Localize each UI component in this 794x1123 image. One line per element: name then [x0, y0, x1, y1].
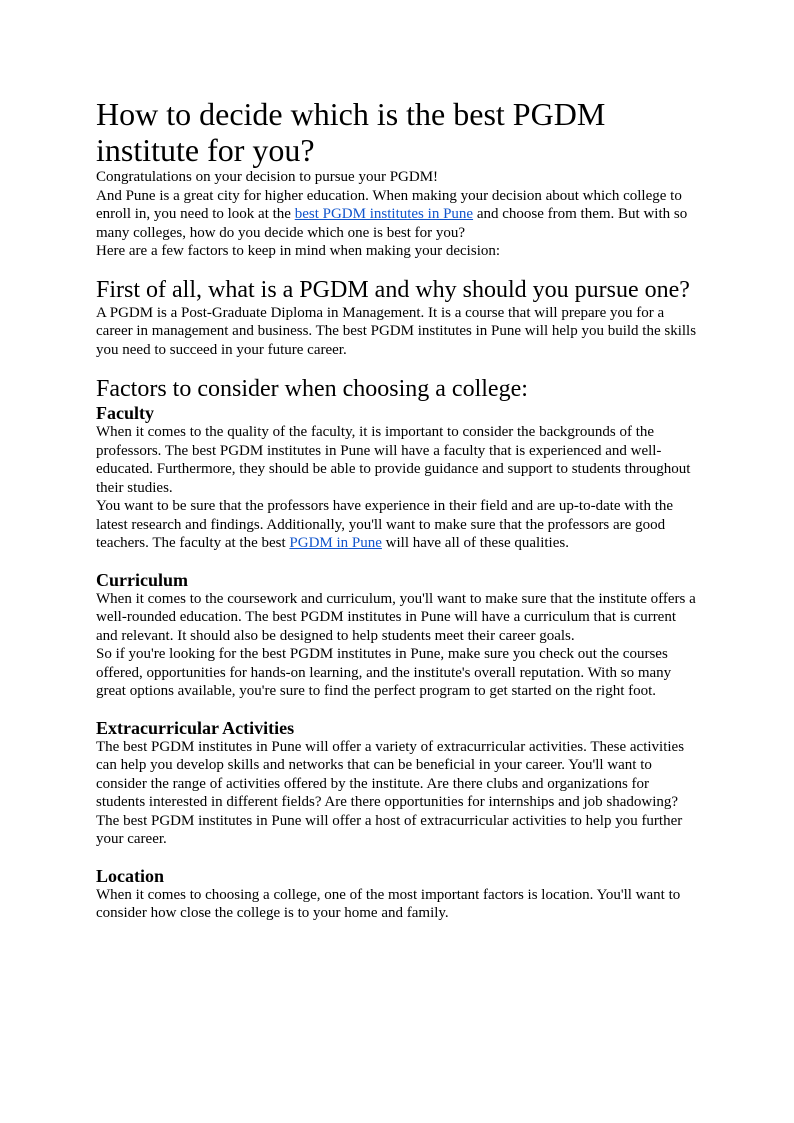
subheading-extracurricular: Extracurricular Activities [96, 717, 295, 738]
page-title: How to decide which is the best PGDM institute for you? [96, 96, 606, 168]
faculty-text-after-link: will have all of these qualities. [381, 535, 569, 551]
location-paragraph: When it comes to choosing a college, one of the most important factors is location. You'll want to consider how close the college is to your home and family. [96, 886, 681, 921]
subheading-curriculum: Curriculum [96, 569, 188, 590]
intro-paragraph-2 [96, 187, 698, 243]
curriculum-paragraph-2: So if you're looking for the best PGDM institutes in Pune, make sure you check out the courses offered, opportunities for hands-on learning, and the institute's overall reputation. With so many great options available, you're sure to find the perfect program to get started on the right foot. [96, 646, 672, 699]
what-is-pgdm-paragraph: A PGDM is a Post-Graduate Diploma in Management. It is a course that will prepare you for a career in management and business. The best PGDM institutes in Pune will help you build the skills you need to succeed in your future career. [96, 304, 697, 358]
intro-paragraph-3: Here are a few factors to keep in mind when making your decision: [96, 243, 501, 259]
extracurricular-paragraph: The best PGDM institutes in Pune will offer a variety of extracurricular activities. These activities can help you develop skills and networks that can be beneficial in your career. You'll want to consider the range of activities offered by the institute. Are there clubs and organizations for students interested in different fields? Are there opportunities for internships and job shadowing? The best PGDM institutes in Pune will offer a host of extracurricular activities to help you further your career. [96, 738, 685, 847]
curriculum-paragraph-1: When it comes to the coursework and curriculum, you'll want to make sure that the institute offers a well-rounded education. The best PGDM institutes in Pune will have a curriculum that is current and relevant. It should also be designed to help students meet their career goals. [96, 590, 696, 644]
faculty-paragraph-2 [96, 497, 698, 553]
intro-text-after-link: and choose from them. But with so many colleges, how do you decide which one is best for you? [96, 206, 688, 241]
faculty-text-before-link: You want to be sure that the professors have experience in their field and are up-to-date with the latest research and findings. Additionally, you'll want to make sure that the professors are good teachers. The faculty at the best [96, 498, 674, 551]
section-heading-what-is-pgdm: First of all, what is a PGDM and why should you pursue one? [96, 276, 690, 303]
document-page [96, 96, 698, 923]
subheading-location: Location [96, 865, 165, 886]
pgdm-in-pune-link[interactable]: PGDM in Pune [289, 535, 382, 551]
best-pgdm-institutes-link[interactable]: best PGDM institutes in Pune [294, 206, 474, 222]
subheading-faculty: Faculty [96, 403, 154, 423]
faculty-paragraph-1: When it comes to the quality of the faculty, it is important to consider the backgrounds of the professors. The best PGDM institutes in Pune will have a faculty that is experienced and well-educated. Furthermore, they should be able to provide guidance and support to students throughout their studies. [96, 424, 691, 496]
section-heading-factors: Factors to consider when choosing a college: [96, 376, 528, 402]
intro-paragraph-1: Congratulations on your decision to pursue your PGDM! [96, 169, 439, 185]
intro-text-before-link: And Pune is a great city for higher education. When making your decision about which college to enroll in, you need to look at the [96, 187, 682, 222]
